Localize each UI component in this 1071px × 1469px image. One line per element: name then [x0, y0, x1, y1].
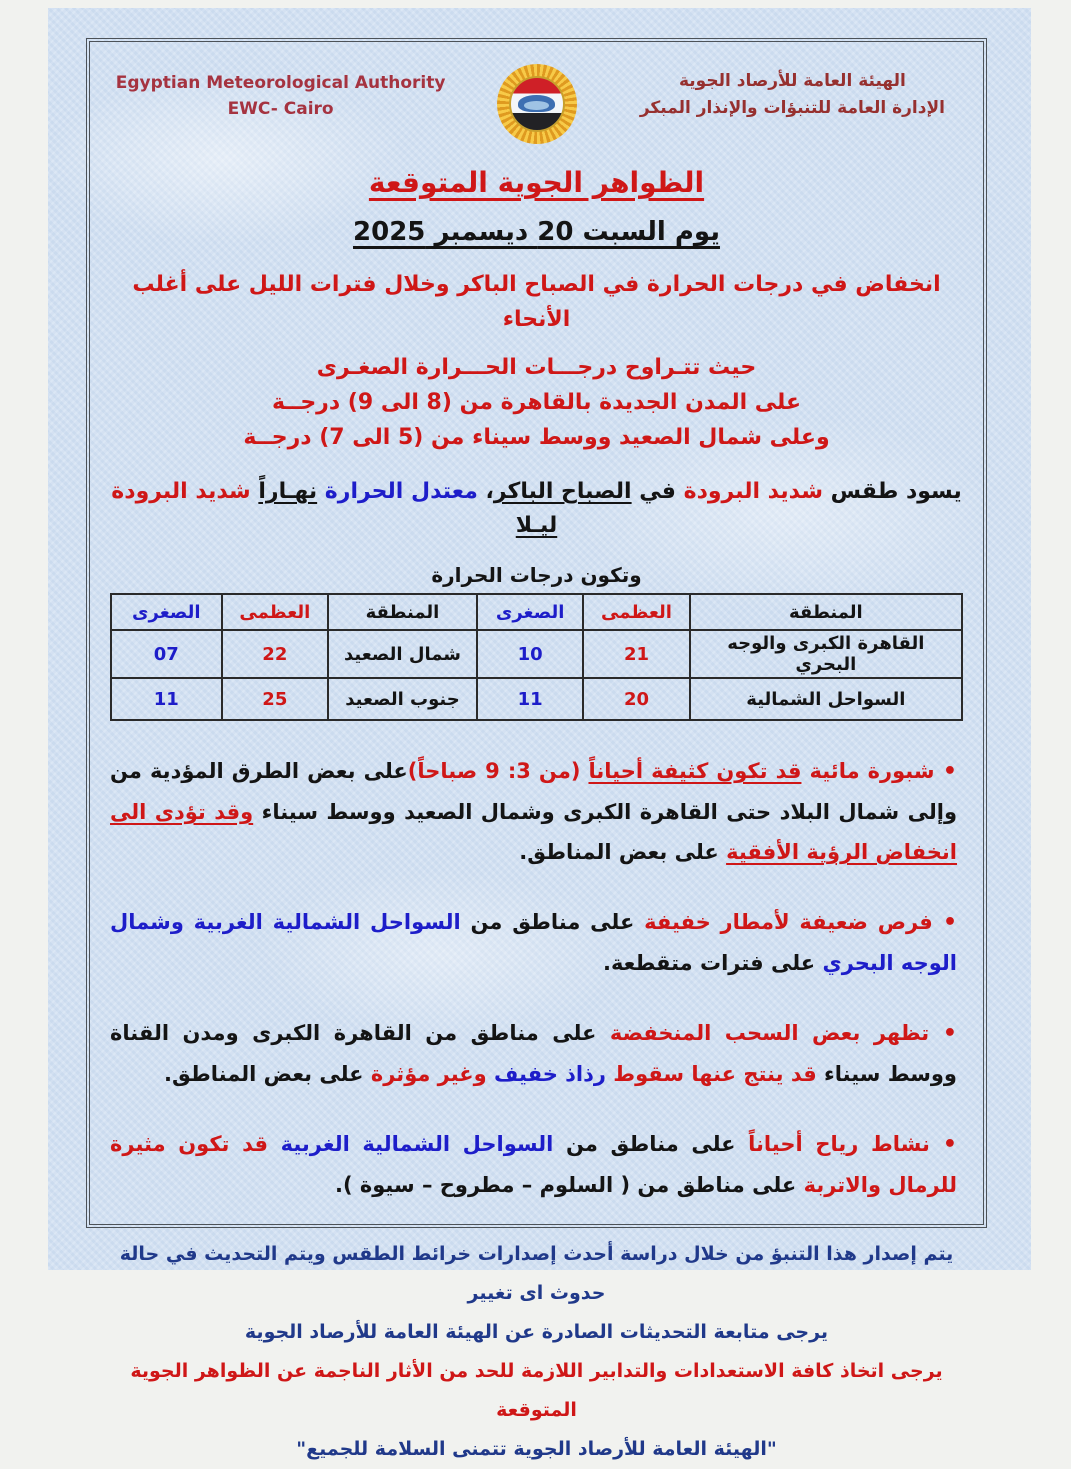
ema-logo-icon	[497, 64, 577, 144]
table-caption: وتكون درجات الحرارة	[431, 563, 642, 587]
text-segment: السواحل الشمالية الغربية	[267, 1132, 554, 1156]
warning-fog	[110, 751, 957, 872]
text-segment: على بعض المناطق.	[164, 1062, 364, 1086]
footer-closing: "الهيئة العامة للأرصاد الجوية تتمنى السلامة للجميع"	[296, 1438, 777, 1460]
summary-line: وعلى شمال الصعيد ووسط سيناء من (5 الى 7) درجــة	[243, 425, 830, 450]
text-segment: على مناطق من ( السلوم – مطروح – سيوة ).	[334, 1173, 797, 1197]
text-segment: الصباح الباكر	[493, 479, 632, 504]
text-segment: وقد تؤدى الى انخفاض الرؤية الأفقية	[110, 800, 957, 864]
temperature-table	[110, 593, 963, 721]
table-row	[111, 630, 962, 678]
col-header-min: الصغرى	[477, 594, 583, 630]
text-segment: على مناطق من	[553, 1132, 736, 1156]
table-header-row	[111, 594, 962, 630]
max-temp-cell: 22	[222, 630, 328, 678]
warning-low-clouds	[110, 1013, 957, 1094]
col-header-region: المنطقة	[690, 594, 962, 630]
text-segment: يسود طقس	[823, 479, 962, 504]
org-name-en-line2: EWC- Cairo	[227, 99, 334, 119]
text-segment: شديد البرودة	[111, 479, 251, 504]
text-segment: على مناطق من	[460, 910, 635, 934]
text-segment: قد تكون مثيرة للرمال والاتربة	[110, 1132, 957, 1197]
text-segment: في	[631, 479, 676, 504]
text-segment: على بعض الطرق المؤدية من وإلى شمال البلاد حتى القاهرة الكبرى وشمال الصعيد ووسط سيناء	[110, 759, 958, 824]
org-name-ar-line2: الإدارة العامة للتنبؤات والإنذار المبكر	[639, 98, 945, 118]
text-segment: قد ينتج عنها سقوط	[606, 1062, 817, 1086]
conditions-line	[110, 475, 963, 543]
text-segment: فرص ضعيفة لأمطار خفيفة	[634, 910, 933, 934]
max-temp-cell: 20	[583, 678, 689, 720]
max-temp-cell: 25	[222, 678, 328, 720]
summary-line: انخفاض في درجات الحرارة في الصباح الباكر وخلال فترات الليل على أغلب الأنحاء	[132, 272, 941, 332]
warning-rain	[110, 902, 957, 983]
warning-wind	[110, 1124, 957, 1205]
text-segment: معتدل الحرارة	[317, 479, 478, 504]
summary-paragraph	[110, 267, 963, 455]
text-segment: قد تكون كثيفة أحياناً	[588, 759, 802, 783]
text-segment: نهـاراً	[258, 479, 318, 504]
min-temp-cell: 07	[111, 630, 222, 678]
col-header-min: الصغرى	[111, 594, 222, 630]
max-temp-cell: 21	[583, 630, 689, 678]
org-name-en-line1: Egyptian Meteorological Authority	[115, 73, 446, 93]
text-segment: رذاذ خفيف	[486, 1062, 606, 1086]
org-name-ar-line1: الهيئة العامة للأرصاد الجوية	[678, 71, 906, 91]
footer-line: يرجى متابعة التحديثات الصادرة عن الهيئة العامة للأرصاد الجوية	[244, 1321, 829, 1343]
min-temp-cell: 11	[111, 678, 222, 720]
text-segment: على فترات متقطعة.	[602, 951, 816, 975]
footer-notes	[110, 1235, 963, 1469]
text-segment: السواحل الشمالية الغربية وشمال الوجه البحري	[110, 910, 957, 975]
bulletin-page	[48, 8, 1031, 1460]
text-segment: نشاط رياح أحياناً	[735, 1132, 930, 1156]
region-cell: السواحل الشمالية	[690, 678, 962, 720]
header	[110, 62, 963, 144]
text-segment: شديد البرودة	[675, 479, 823, 504]
footer-line: يرجى اتخاذ كافة الاستعدادات والتدابير اللازمة للحد من الأثار الناجمة عن الظواهر الجوية المتوقعة	[130, 1360, 943, 1421]
col-header-region: المنطقة	[328, 594, 477, 630]
col-header-max: العظمى	[583, 594, 689, 630]
table-row	[111, 678, 962, 720]
text-segment: ليـلا	[515, 513, 558, 538]
text-segment: على بعض المناطق.	[519, 840, 727, 864]
text-segment: شبورة مائية	[801, 759, 935, 783]
text-segment: وغير مؤثرة	[363, 1062, 487, 1086]
min-temp-cell: 10	[477, 630, 583, 678]
min-temp-cell: 11	[477, 678, 583, 720]
org-name-english	[110, 62, 451, 122]
cloud-icon	[518, 95, 555, 113]
region-cell: جنوب الصعيد	[328, 678, 477, 720]
text-segment: (من 3: 9 صباحاً)	[407, 759, 589, 783]
footer-line: يتم إصدار هذا التنبؤ من خلال دراسة أحدث إصدارات خرائط الطقس ويتم التحديث في حالة حدوث اى تغيير	[119, 1243, 954, 1304]
text-segment: ،	[477, 479, 494, 504]
region-cell: شمال الصعيد	[328, 630, 477, 678]
text-segment: على مناطق من القاهرة الكبرى ومدن القناة ووسط سيناء	[110, 1021, 957, 1086]
region-cell: القاهرة الكبرى والوجه البحري	[690, 630, 962, 678]
page-title: الظواهر الجوية المتوقعة	[368, 166, 705, 199]
org-name-arabic	[622, 62, 963, 122]
summary-line: على المدن الجديدة بالقاهرة من (8 الى 9) درجــة	[271, 390, 802, 415]
bulletin-frame	[86, 38, 987, 1460]
warnings-list	[110, 751, 963, 1205]
forecast-date: يوم السبت 20 ديسمبر 2025	[353, 217, 720, 247]
text-segment: تظهر بعض السحب المنخفضة	[596, 1021, 930, 1045]
col-header-max: العظمى	[222, 594, 328, 630]
summary-line: حيث تتـراوح درجـــات الحـــرارة الصغـرى	[316, 355, 757, 380]
ema-logo-flag	[509, 76, 565, 132]
